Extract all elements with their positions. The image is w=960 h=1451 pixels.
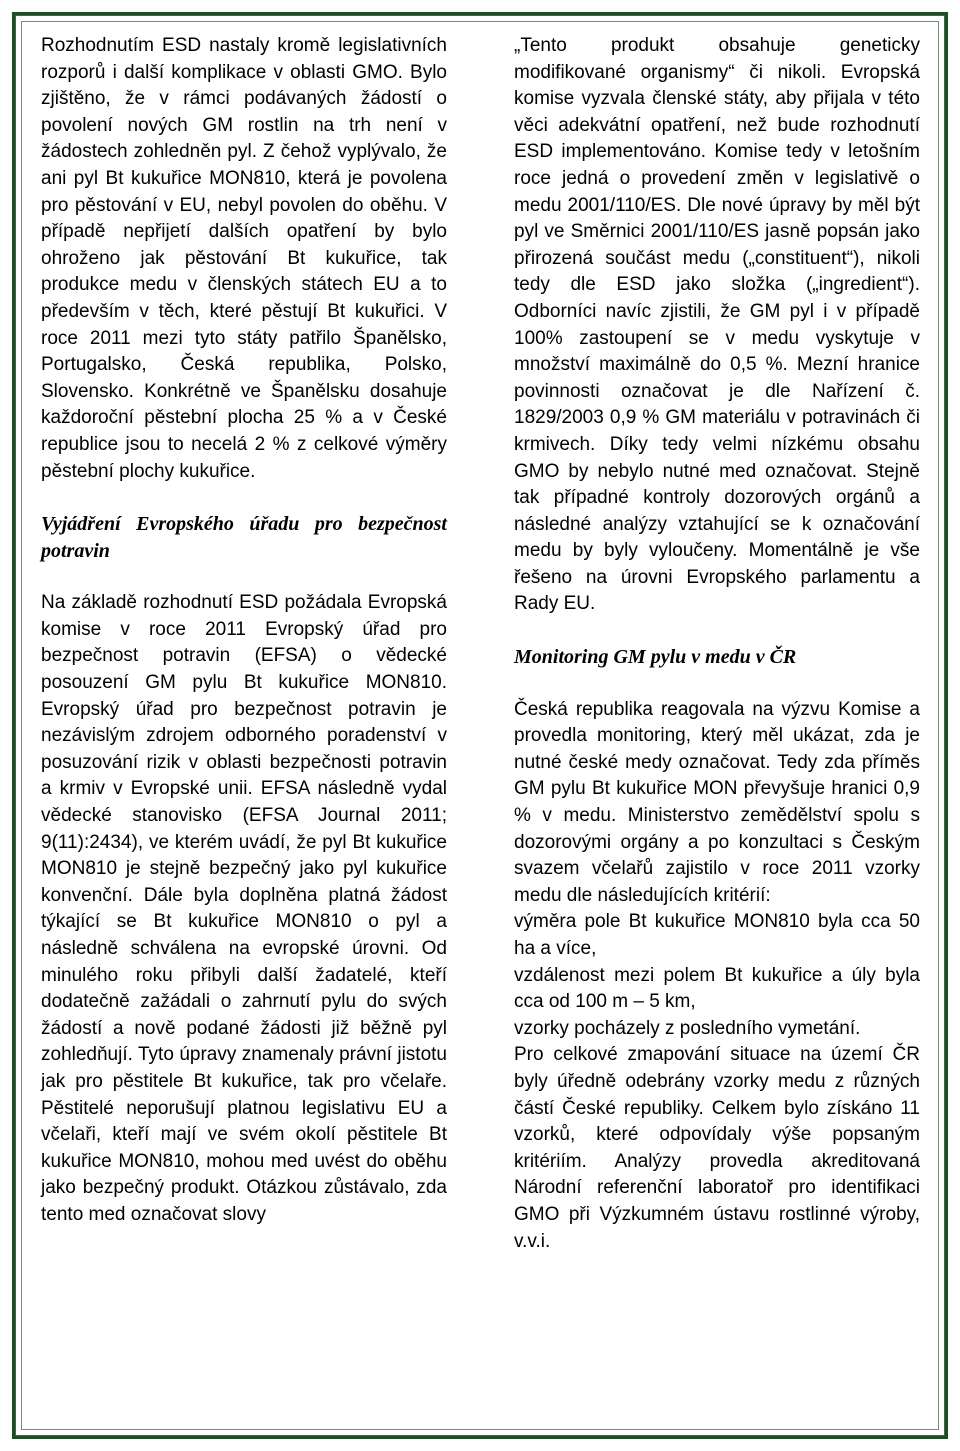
right-section-heading: Monitoring GM pylu v medu v ČR <box>514 646 797 669</box>
right-paragraph-1: „Tento produkt obsahuje geneticky modifikované organismy“ či nikoli. Evropská komise vyzvala členské státy, aby přijala v této věci adekvátní opatření, než bude rozhodnutí ESD implementováno. Komise tedy v letošním roce jedná o provedení změn v legislativě o medu 2001/110/ES. Dle nové úpravy by měl být pyl ve Směrnici 2001/110/ES jasně popsán jako přirozená součást medu („constituent“), nikoli tedy dle ESD jako složka („ingredient“). Odborníci navíc zjistili, že GM pyl i v případě 100% zastoupení se v medu vyskytuje v množství maximálně do 0,5 %. Mezní hranice povinnosti označovat je dle Nařízení č. 1829/2003 0,9 % GM materiálu v potravinách či krmivech. Díky tedy velmi nízkému obsahu GMO by nebylo nutné med označovat. Stejně tak případné kontroly dozorových orgánů a následné analýzy vztahující se k označování medu by byly vyloučeny. Momentálně je vše řešeno na úrovni Evropského parlamentu a Rady EU. <box>514 35 920 615</box>
criteria-item: výměra pole Bt kukuřice MON810 byla cca 50 ha a více, <box>514 911 920 959</box>
left-section-heading: Vyjádření Evropského úřadu pro bezpečnost potravin <box>41 513 447 562</box>
left-paragraph-1: Rozhodnutím ESD nastaly kromě legislativních rozporů i další komplikace v oblasti GMO. Bylo zjištěno, že v rámci podávaných žádostí o povolení nových GM rostlin na trh není v žádostech zohledněn pyl. Z čehož vyplývalo, že ani pyl Bt kukuřice MON810, která je povolena pro pěstování v EU, nebyl povolen do oběhu. V případě nepřijetí dalších opatření by bylo ohroženo jak pěstování Bt kukuřice, tak produkce medu v členských státech EU a to především v těch, které pěstují Bt kukuřici. V roce 2011 mezi tyto státy patřilo Španělsko, Portugalsko, Česká republika, Polsko, Slovensko. Konkrétně ve Španělsku dosahuje každoroční pěstební plocha 25 % a v České republice jsou to necelá 2 % z celkové výměry pěstební plochy kukuřice. <box>41 35 447 482</box>
criteria-item: vzdálenost mezi polem Bt kukuřice a úly byla cca od 100 m – 5 km, <box>514 964 920 1013</box>
left-column <box>41 33 447 1229</box>
right-column <box>514 33 920 1255</box>
left-paragraph-2: Na základě rozhodnutí ESD požádala Evropská komise v roce 2011 Evropský úřad pro bezpečnost potravin (EFSA) o vědecké posouzení GM pylu Bt kukuřice MON810. Evropský úřad pro bezpečnost potravin je nezávislým zdrojem odborného poradenství v posuzování rizik v oblasti bezpečnosti potravin a krmiv v Evropské unii. EFSA následně vydal vědecké stanovisko (EFSA Journal 2011; 9(11):2434), ve kterém uvádí, že pyl Bt kukuřice MON810 je stejně bezpečný jako pyl kukuřice konvenční. Dále byla doplněna platná žádost týkající se Bt kukuřice MON810 o pyl a následně schválena na evropské úrovni. Od minulého roku přibyli další žadatelé, kteří dodatečně zažádali o zahrnutí pylu do svých žádostí a nově podané žádosti již běžně pyl zohledňují. Tyto úpravy znamenaly právní jistotu jak pro pěstitele Bt kukuřice, tak pro včelaře. Pěstitelé neporušují platnou legislativu EU a včelaři, kteří mají ve svém okolí pěstitele Bt kukuřice MON810, mohou med uvést do oběhu jako bezpečný produkt. Otázkou zůstávalo, zda tento med označovat slovy <box>41 592 447 1225</box>
right-paragraph-3: Pro celkové zmapování situace na území ČR byly úředně odebrány vzorky medu z různých částí České republiky. Celkem bylo získáno 11 vzorků, které odpovídaly výše popsaným kritériím. Analýzy provedla akreditovaná Národní referenční laboratoř pro identifikaci GMO při Výzkumném ústavu rostlinné výroby, v.v.i. <box>514 1044 920 1252</box>
right-paragraph-2: Česká republika reagovala na výzvu Komise a provedla monitoring, který měl ukázat, zda je nutné české medy označovat. Tedy zda příměs GM pylu Bt kukuřice MON převyšuje hranici 0,9 % v medu. Ministerstvo zemědělství spolu s dozorovými orgány a po konzultaci s Českým svazem včelařů zajistilo v roce 2011 vzorky medu dle následujících kritérií: <box>514 698 920 906</box>
criteria-item: vzorky pocházely z posledního vymetání. <box>514 1017 861 1039</box>
